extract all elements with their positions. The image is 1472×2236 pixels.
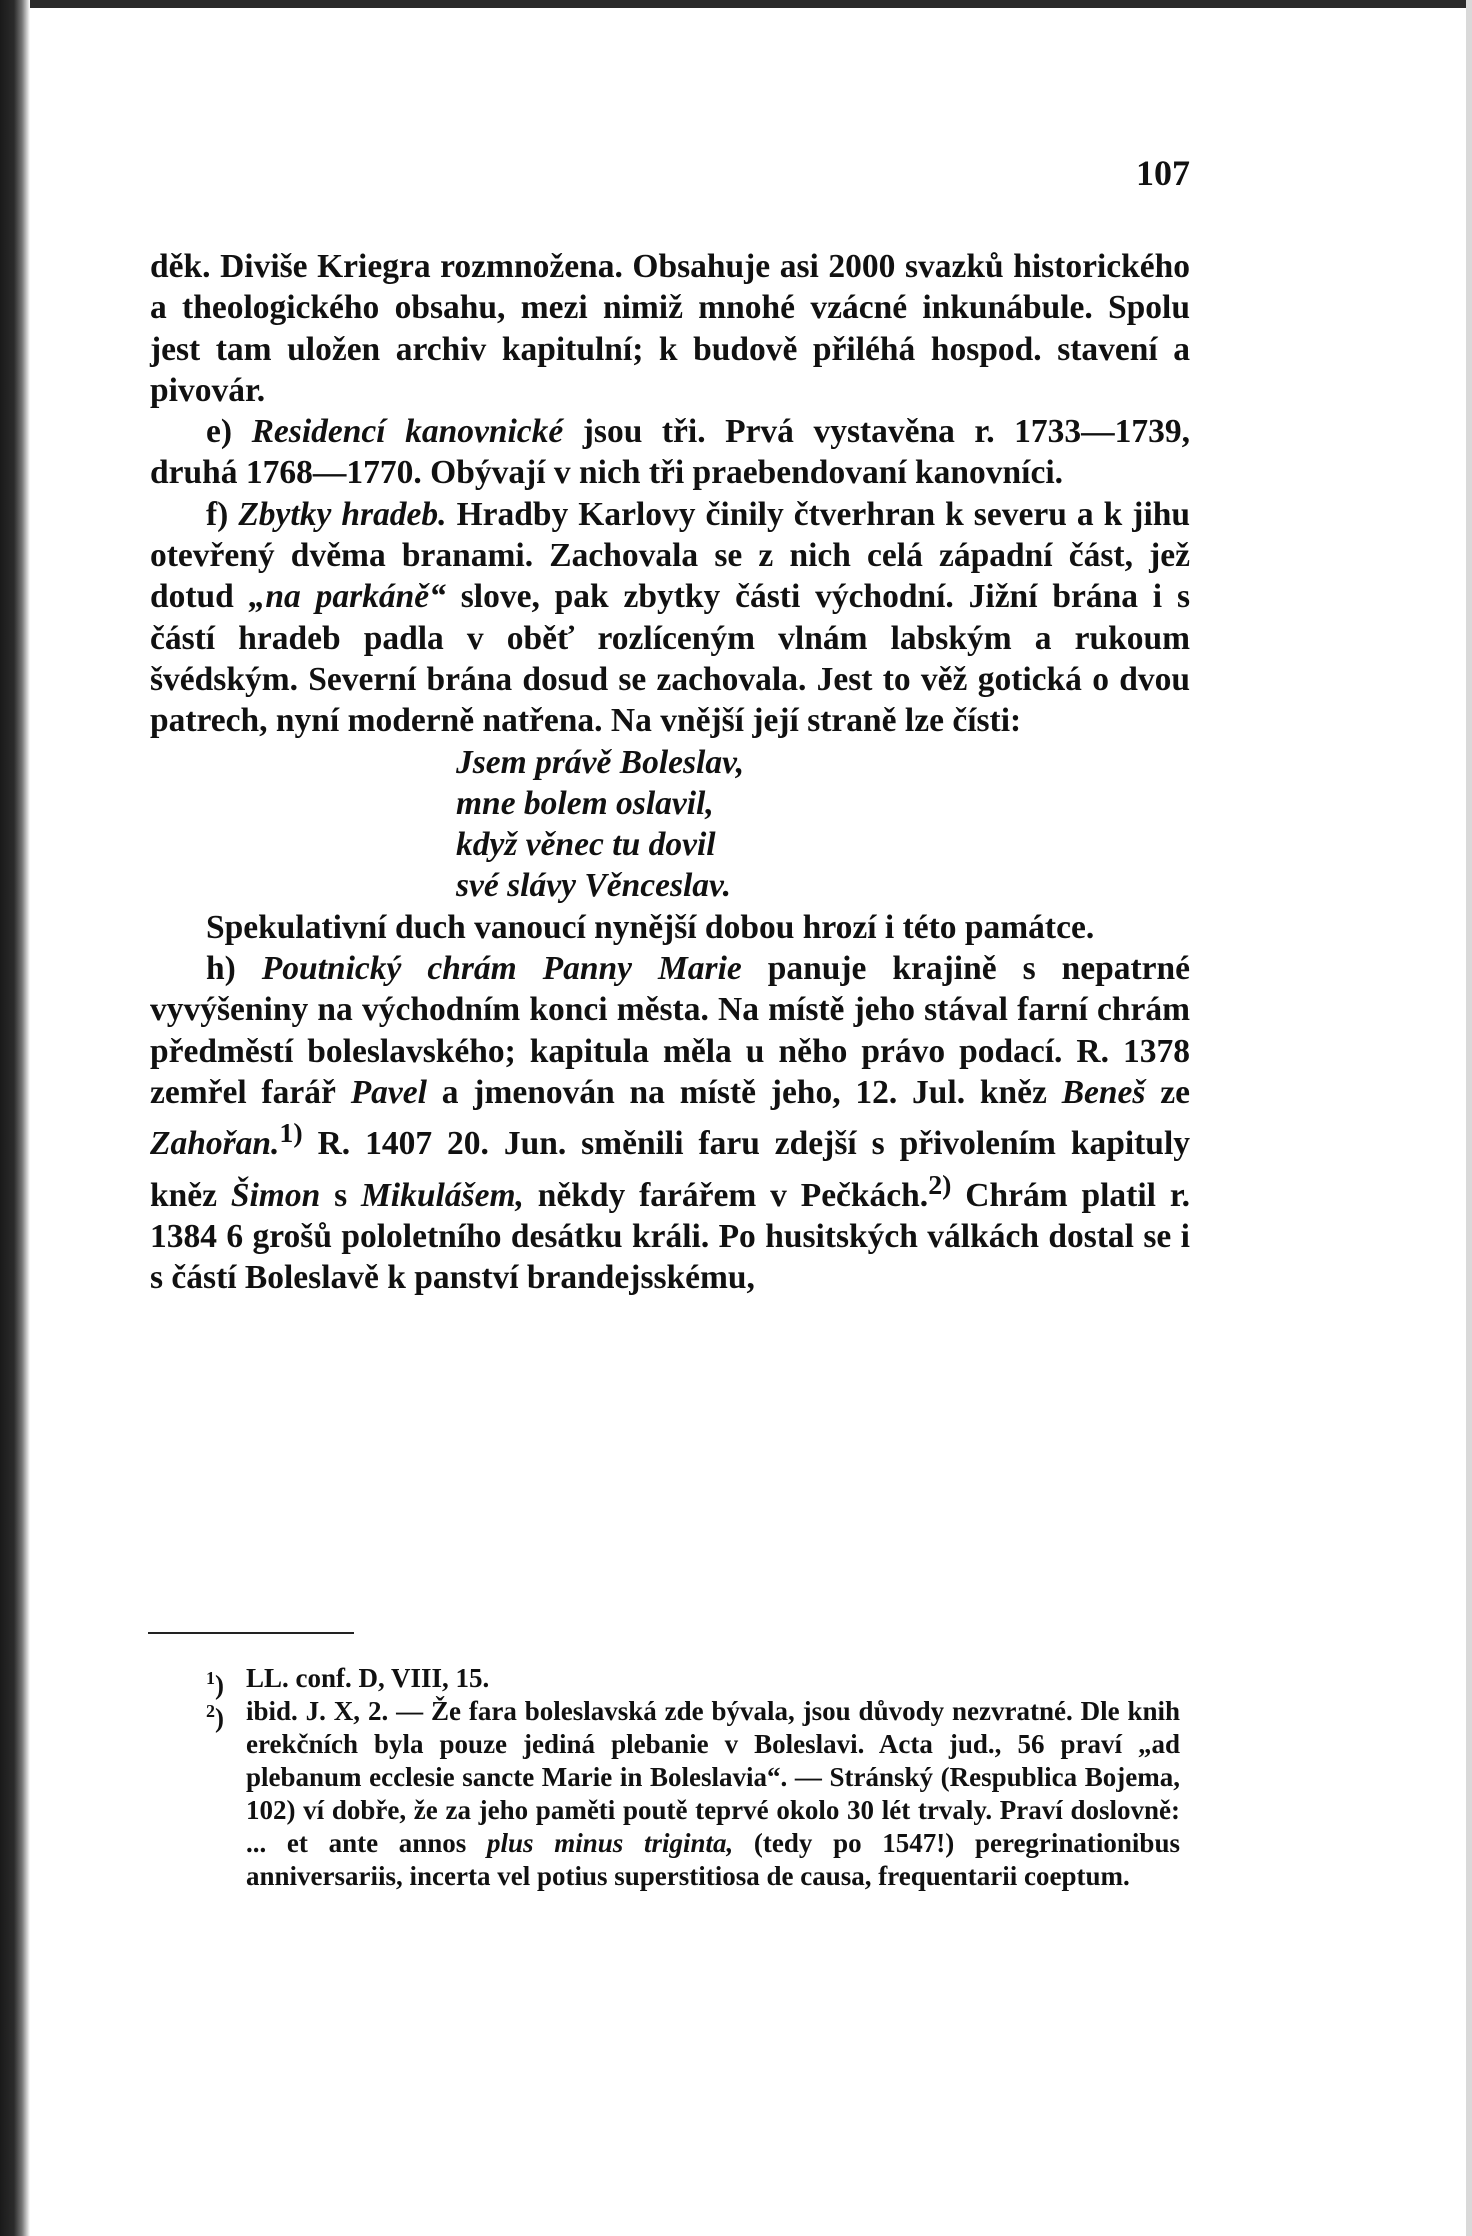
paragraph-walls: f) Zbytky hradeb. Hradby Karlovy činily čtverhran k severu a k jihu otevřený dvěma branami. Zachovala se z nich celá západní část, jež dotud „na parkáně“ slove, pak zbytky části východní. Jižní brána i s částí hradeb padla v oběť rozlíceným vlnám labským a rukoum švédským. Severní brána dosud se zachovala. Jest to věž gotická o dvou patrech, nyní moderně natřena. Na vnější její straně lze čísti:: [150, 495, 1191, 740]
poem-line: mne bolem oslavil,: [456, 784, 714, 822]
paragraph-church: h) Poutnický chrám Panny Marie panuje krajině s nepatrné vyvýšeniny na východním konci města. Na místě jeho stával farní chrám předměstí boleslavského; kapitula měla u něho právo podací. R. 1378 zemřel farář Pavel a jmenován na místě jeho, 12. Jul. kněz Beneš ze Zahořan.$^{1)}$ R. 1407 20. Jun. směnili faru zdejší s přivolením kapituly kněz Šimon s Mikulášem, někdy farářem v Pečkách.$^{2)}$ Chrám platil r. 1384 6 grošů pololetního desátku králi. Po husitských válkách dostal se i s částí Boleslavě k panství brandejsskému,: [150, 950, 1190, 1297]
footnote-ref: 2): [928, 1169, 952, 1201]
poem-line: když věnec tu dovil: [456, 826, 716, 864]
quote-parkan: „na parkáně“: [248, 578, 446, 616]
footnote-1: $^1$) LL. conf. D, VIII, 15.: [206, 1663, 490, 1700]
scan-right-edge: [1466, 0, 1472, 2236]
heading-residences: Residencí kanovnické: [251, 413, 564, 451]
scan-top-edge: [0, 0, 1472, 8]
paragraph-residences: e) Residencí kanovnické jsou tři. Prvá vystavěna r. 1733—1739, druhá 1768—1770. Obývají v nich tři praebendovaní kanovníci.: [150, 413, 1190, 492]
footnote-2: $^2$) ibid. J. X, 2. — Že fara boleslavská zde bývala, jsou důvody nezvratné. Dle knih erekčních byla pouze jediná plebanie v Boleslavi. Acta jud., 56 praví „ad plebanum ecclesie sancte Marie in Boleslavia“. — Stránský (Respublica Bojema, 102) ví dobře, že za jeho paměti poutě teprvé okolo 30 lét trvaly. Praví doslovně: ... et ante annos plus minus triginta, (tedy po 1547!) peregrinationibus anniversariis, incerta vel potius superstitiosa de causa, frequentarii coeptum.: [206, 1696, 1180, 1891]
footnote-ref: 1): [279, 1118, 303, 1150]
page-number: 107: [1136, 153, 1190, 193]
poem-line: své slávy Věnceslav.: [456, 867, 732, 905]
main-text: [150, 246, 1190, 1299]
footnote-divider: [148, 1632, 354, 1634]
paragraph-speculative: Spekulativní duch vanoucí nynější dobou hrozí i této památce.: [206, 908, 1095, 946]
poem-line: Jsem právě Boleslav,: [456, 743, 745, 781]
inscription-poem: [456, 742, 1190, 907]
heading-church: Poutnický chrám Panny Marie: [261, 950, 742, 988]
scan-left-edge: [0, 0, 30, 2236]
heading-walls: Zbytky hradeb.: [238, 495, 447, 533]
paragraph-library: děk. Diviše Kriegra rozmnožena. Obsahuje asi 2000 svazků historického a theologického obsahu, mezi nimiž mnohé vzácné inkunábule. Spolu jest tam uložen archiv kapitulní; k budově přiléhá hospod. stavení a pivovár.: [150, 248, 1190, 409]
footnotes: [206, 1662, 1180, 1893]
